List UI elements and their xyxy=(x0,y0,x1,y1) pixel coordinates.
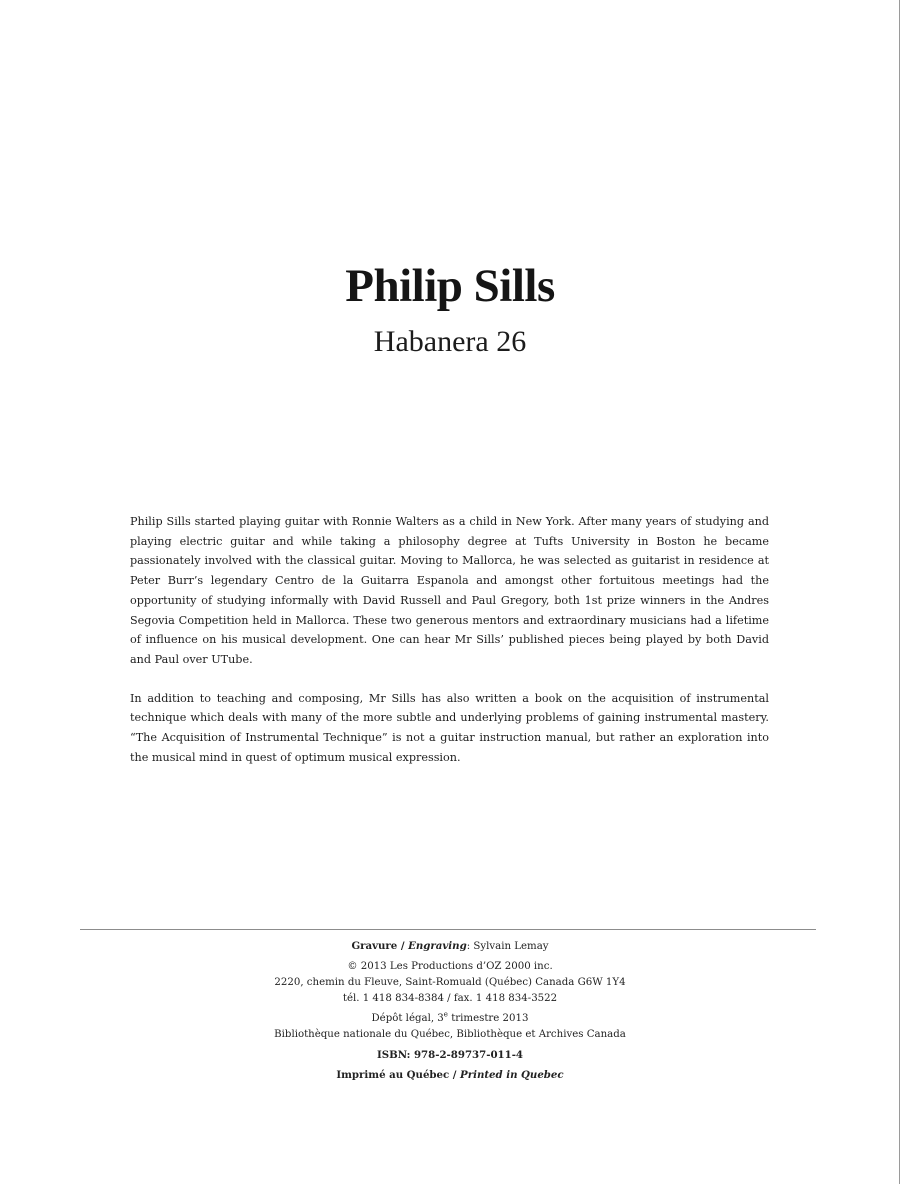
publisher-phone: tél. 1 418 834-8384 / fax. 1 418 834-3522 xyxy=(342,993,558,1004)
copyright-line: © 2013 Les Productions d’OZ 2000 inc. xyxy=(347,961,553,972)
biography xyxy=(130,512,769,786)
legal-deposit-sup: e xyxy=(443,1010,448,1019)
engraving-credit xyxy=(0,938,900,955)
engraving-label-fr: Gravure / xyxy=(351,940,409,952)
piece-title: Habanera 26 xyxy=(373,325,527,358)
composer-name: Philip Sills xyxy=(345,260,555,312)
printed-en: Printed in Quebec xyxy=(460,1069,564,1081)
colophon-divider xyxy=(80,929,816,930)
engraving-label-en: Engraving xyxy=(408,940,467,952)
bio-paragraph-1: Philip Sills started playing guitar with Ronnie Walters as a child in New York. After many years of studying and playing electric guitar and while taking a philosophy degree at Tufts University in Boston he became passionately involved with the classical guitar. Moving to Mallorca, he was selected as guitarist in residence at Peter Burr’s legendary Centro de la Guitarra Espanola and amongst other fortuitous meetings had the opportunity of studying informally with David Russell and Paul Gregory, both 1st prize winners in the Andres Segovia Competition held in Mallorca. These two generous mentors and extraordinary musicians had a lifetime of influence on his musical development. One can hear Mr Sills’ published pieces being played by both David and Paul over UTube. xyxy=(130,515,769,666)
printed-in xyxy=(0,1067,900,1084)
isbn: ISBN: 978-2-89737-011-4 xyxy=(376,1049,524,1061)
printed-fr: Imprimé au Québec / xyxy=(336,1069,461,1081)
legal-deposit-pre: Dépôt légal, 3 xyxy=(371,1013,444,1024)
legal-deposit-post: trimestre 2013 xyxy=(447,1013,529,1024)
bio-paragraph-2: In addition to teaching and composing, Mr Sills has also written a book on the acquisition of instrumental technique which deals with many of the more subtle and underlying problems of gaining instrumental mastery. “The Acquisition of Instrumental Technique” is not a guitar instruction manual, but rather an exploration into the musical mind in quest of optimum musical expression. xyxy=(130,691,769,764)
legal-deposit xyxy=(0,1011,900,1027)
libraries-line: Bibliothèque nationale du Québec, Bibliothèque et Archives Canada xyxy=(274,1029,626,1040)
colophon xyxy=(0,938,900,1084)
engraver-name: : Sylvain Lemay xyxy=(466,941,549,952)
publisher-address: 2220, chemin du Fleuve, Saint-Romuald (Québec) Canada G6W 1Y4 xyxy=(274,977,626,988)
